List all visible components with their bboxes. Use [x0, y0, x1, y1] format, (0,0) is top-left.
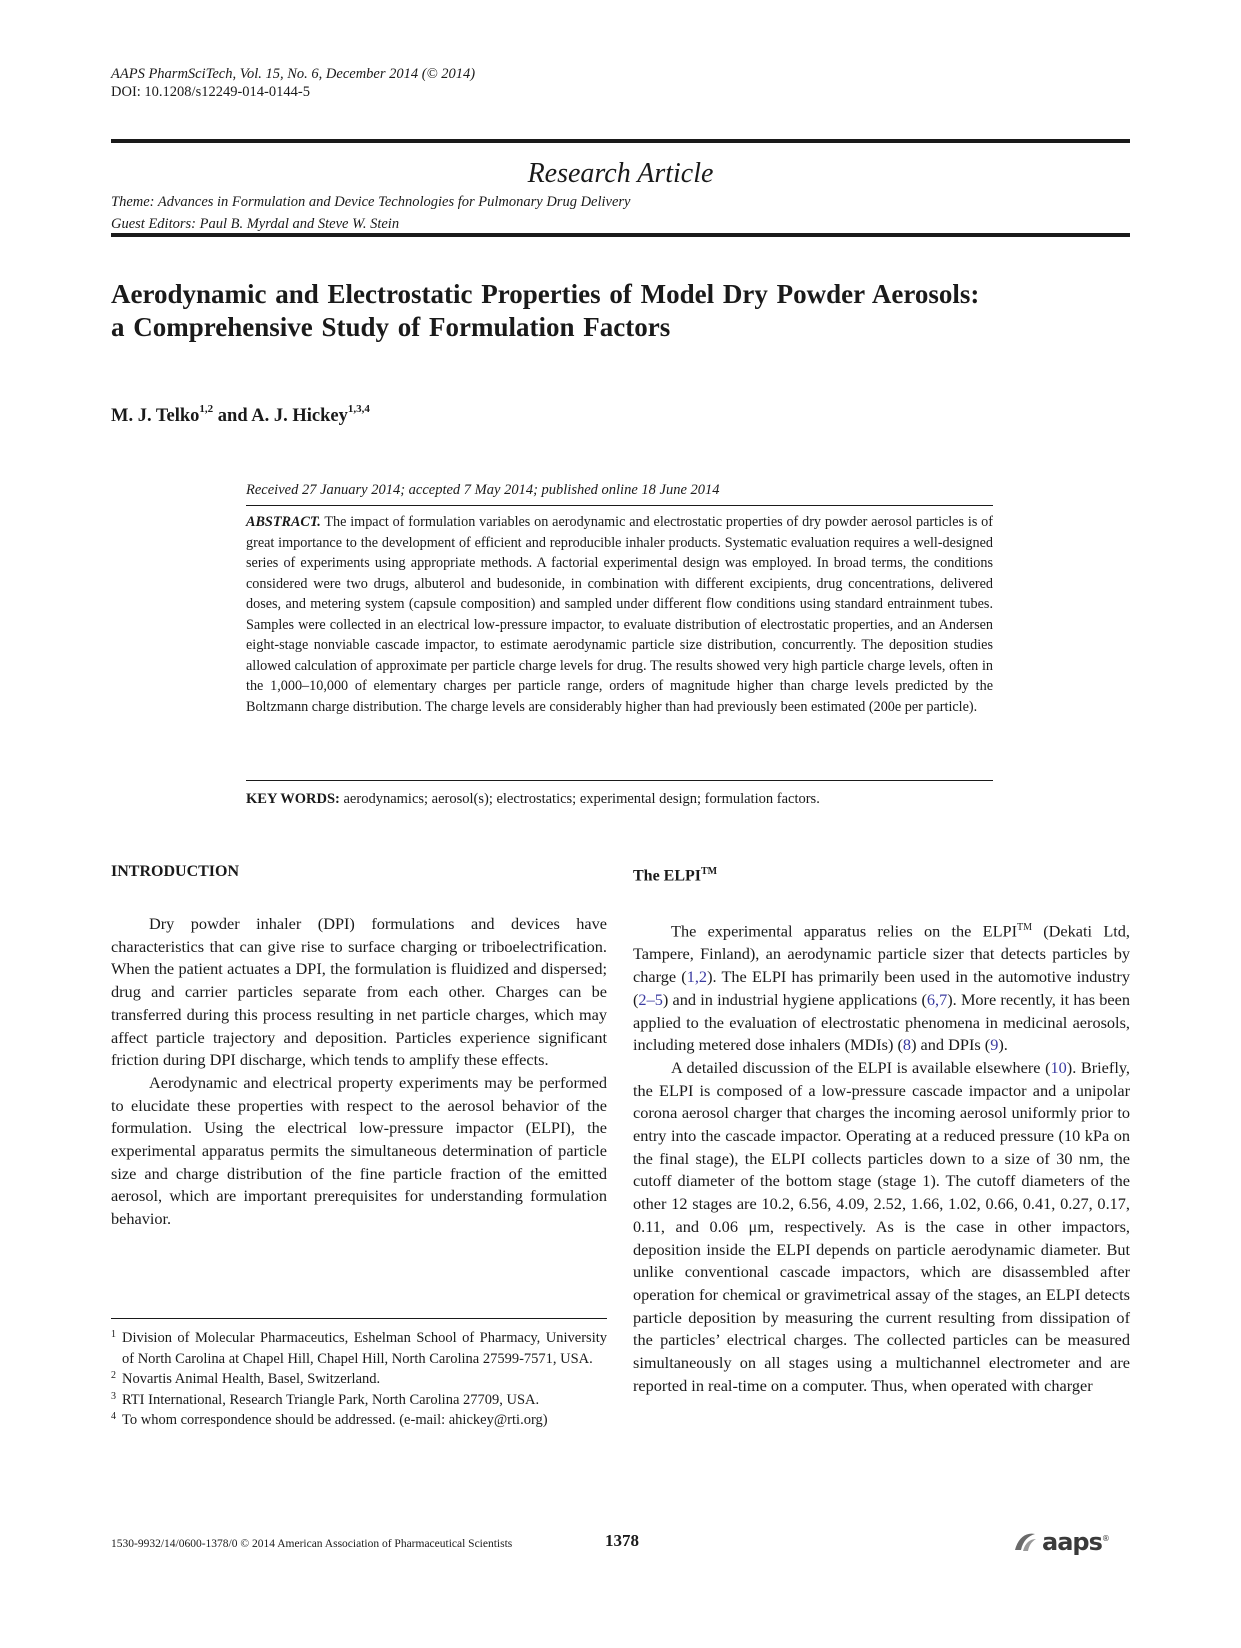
author-2-affiliations: 1,3,4 [347, 403, 370, 415]
elpi-p1-text: ). [998, 1035, 1008, 1055]
elpi-p1-text: ) and in industrial hygiene applications ( [662, 989, 927, 1009]
introduction-paragraph-1: Dry powder inhaler (DPI) formulations and devices have characteristics that can give rise to surface charging or triboelectrification. When the patient actuates a DPI, the formulation is fluidized and dispersed; drug and carrier particles separate from each other. Charges can be transferred during this process resulting in net particle charges, which may affect particle trajectory and deposition. Particles experience significant friction during DPI discharge, which tends to amplify these effects. [111, 914, 607, 1070]
introduction-heading: INTRODUCTION [111, 863, 240, 880]
citation-link[interactable]: 9 [990, 1035, 999, 1055]
footnote-2 [111, 1369, 607, 1390]
keywords [246, 791, 993, 808]
abstract-text: The impact of formulation variables on aerodynamic and electrostatic properties of dry powder aerosol particles is of great importance to the development of efficient and reproducible inhaler products. Systematic evaluation requires a well-designed series of experiments using appropriate methods. A factorial experimental design was employed. In broad terms, the conditions considered were two drugs, albuterol and budesonide, in combination with different excipients, drug concentrations, delivered doses, and metering system (capsule composition) and sampled under different flow conditions using standard entrainment tubes. Samples were collected in an electrical low-pressure impactor, to evaluate distribution of electrostatic properties, and an Andersen eight-stage nonviable cascade impactor, to estimate aerodynamic particle size distribution, concurrently. The deposition studies allowed calculation of approximate per particle charge levels for drug. The results showed very high particle charge levels, often in the 1,000–10,000 of elementary charges per particle range, orders of magnitude higher than charge levels predicted by the Boltzmann charge distribution. The charge levels are considerably higher than had previously been estimated (200e per particle). [246, 514, 993, 715]
elpi-p1-text: ). The ELPI has primarily been used in the automotive industry ( [633, 967, 1130, 1009]
author-1: M. J. Telko [111, 406, 200, 427]
elpi-paragraph-2 [633, 1057, 1130, 1398]
footnote-4 [111, 1410, 607, 1431]
author-conjunction: and [213, 406, 252, 427]
citation-link[interactable]: 10 [1050, 1057, 1067, 1077]
footnote-mark: 2 [111, 1370, 116, 1382]
theme: Theme: Advances in Formulation and Device Technologies for Pulmonary Drug Delivery [111, 194, 631, 210]
footer-issn: 1530-9932/14/0600-1378/0 © 2014 American Association of Pharmaceutical Scientists [111, 1538, 513, 1550]
elpi-p1-text: The experimental apparatus relies on the ELPI [671, 921, 1017, 941]
title-line-2: a Comprehensive Study of Formulation Factors [111, 312, 671, 342]
abstract-rule-top [246, 505, 993, 506]
aaps-logo-text [1042, 1528, 1109, 1556]
journal-citation: AAPS PharmSciTech, Vol. 15, No. 6, December 2014 (© 2014) [111, 66, 476, 82]
citation-link[interactable]: 8 [902, 1035, 912, 1055]
abstract-rule-bottom [246, 780, 993, 781]
article-title [111, 278, 1130, 344]
keywords-text: aerodynamics; aerosol(s); electrostatics; experimental design; formulation factors. [343, 791, 820, 807]
footnote-text: Division of Molecular Pharmaceutics, Eshelman School of Pharmacy, University of North Carolina at Chapel Hill, Chapel Hill, North Carolina 27599-7571, USA. [122, 1330, 607, 1367]
elpi-p1-text: (Dekati Ltd, Tampere, Finland), an aerodynamic particle sizer that detects particles by charge ( [633, 921, 1131, 987]
elpi-p1-text: ) and DPIs ( [911, 1035, 991, 1055]
footnote-mark: 4 [111, 1411, 116, 1423]
abstract [246, 512, 993, 717]
citation-link[interactable]: 1,2 [686, 967, 708, 987]
authors [111, 405, 370, 427]
elpi-heading-text: The ELPI [633, 867, 702, 885]
right-column [633, 862, 1130, 1398]
author-2: A. J. Hickey [251, 406, 348, 427]
logo-wordmark: aaps [1042, 1528, 1102, 1556]
footnote-rule [111, 1318, 607, 1319]
footnote-mark: 1 [111, 1329, 116, 1340]
elpi-trademark: TM [1017, 922, 1032, 934]
abstract-label: ABSTRACT. [246, 514, 321, 530]
header-rule-bottom [111, 233, 1130, 237]
keywords-label: KEY WORDS: [246, 791, 340, 807]
elpi-p2-text: A detailed discussion of the ELPI is available elsewhere ( [671, 1057, 1051, 1077]
elpi-heading [633, 862, 1130, 886]
footnote-1 [111, 1328, 607, 1369]
elpi-p1-text: ). More recently, it has been applied to the evaluation of electrostatic phenomena in medicinal aerosols, including metered dose inhalers (MDIs) ( [633, 989, 1130, 1055]
title-line-1: Aerodynamic and Electrostatic Properties of Model Dry Powder Aerosols: [111, 279, 980, 309]
footnote-text: To whom correspondence should be addressed. (e-mail: ahickey@rti.org) [122, 1412, 548, 1429]
aaps-logo [1012, 1528, 1109, 1556]
left-column [111, 862, 607, 1231]
elpi-heading-trademark: TM [701, 866, 718, 877]
elpi-paragraph-1 [633, 917, 1130, 1057]
page-number: 1378 [605, 1531, 639, 1550]
received-dates: Received 27 January 2014; accepted 7 May 2014; published online 18 June 2014 [246, 482, 720, 498]
aaps-logo-icon [1012, 1530, 1038, 1554]
logo-registered: ® [1101, 1534, 1109, 1543]
footnote-text: Novartis Animal Health, Basel, Switzerland. [122, 1371, 381, 1388]
elpi-p2-text: ). Briefly, the ELPI is composed of a low-pressure cascade impactor and a unipolar corona aerosol charger that charges the incoming aerosol uniformly prior to entry into the cascade impactor. Operating at a reduced pressure (10 kPa on the final stage), the ELPI collects particles down to a size of 30 nm, the cutoff diameter of the bottom stage (stage 1). The cutoff diameters of the other 12 stages are 10.2, 6.56, 4.09, 2.52, 1.66, 1.02, 0.66, 0.41, 0.27, 0.17, 0.11, and 0.06 μm, respectively. As is the case in other impactors, deposition inside the ELPI depends on particle aerodynamic diameter. But unlike conventional cascade impactors, which are disassembled after operation for chemical or gravimetrical assay of the stages, an ELPI detects particle deposition by measuring the current resulting from dissipation of the particles’ electrical charges. The collected particles can be measured simultaneously on all stages using a multichannel electrometer and are reported in real-time on a computer. Thus, when operated with charger [633, 1057, 1130, 1395]
citation-link[interactable]: 6,7 [926, 989, 948, 1009]
footnotes [111, 1328, 607, 1431]
footnote-mark: 3 [111, 1390, 116, 1402]
footnote-3 [111, 1390, 607, 1411]
citation-link[interactable]: 2–5 [638, 989, 663, 1009]
introduction-paragraph-2: Aerodynamic and electrical property experiments may be performed to elucidate these properties with respect to the aerosol behavior of the formulation. Using the electrical low-pressure impactor (ELPI), the experimental apparatus permits the simultaneous determination of particle size and charge distribution of the fine particle fraction of the emitted aerosol, which are important prerequisites for understanding formulation behavior. [111, 1072, 607, 1229]
doi: DOI: 10.1208/s12249-014-0144-5 [111, 84, 310, 100]
footnote-text: RTI International, Research Triangle Park, North Carolina 27709, USA. [122, 1391, 540, 1408]
guest-editors: Guest Editors: Paul B. Myrdal and Steve W. Stein [111, 216, 400, 232]
header-rule-top [111, 139, 1130, 143]
article-type: Research Article [527, 158, 714, 189]
author-1-affiliations: 1,2 [199, 403, 214, 415]
